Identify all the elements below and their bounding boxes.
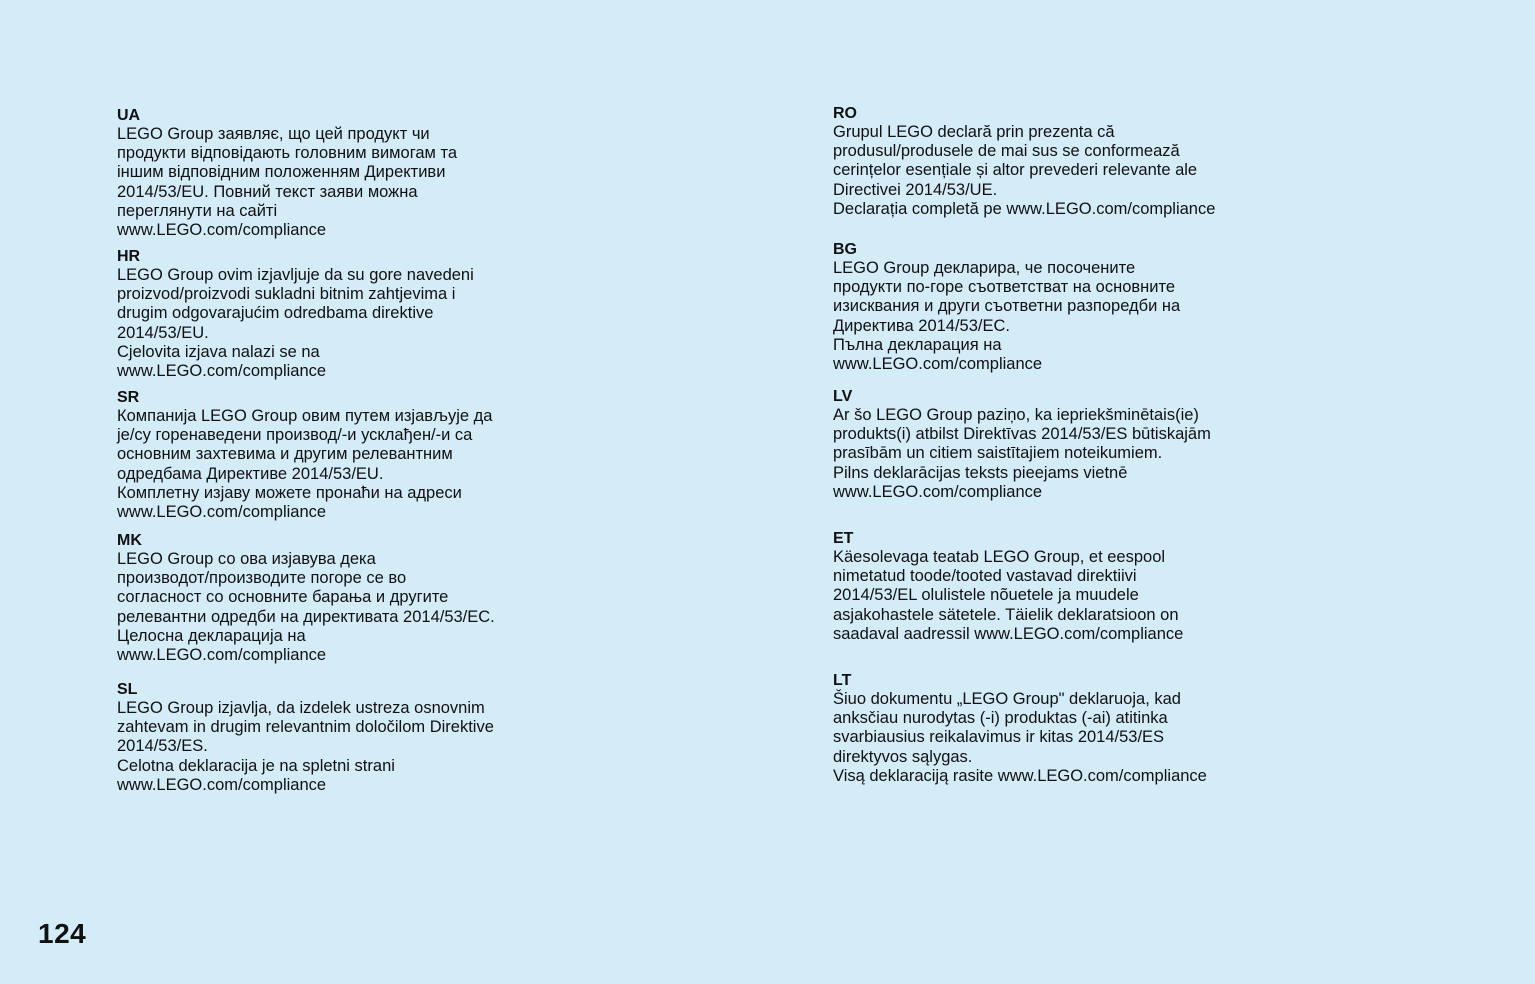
declaration-line: direktyvos sąlygas. — [833, 747, 973, 766]
language-code: SR — [117, 389, 140, 406]
language-code: LT — [833, 672, 852, 689]
declaration-line: Grupul LEGO declară prin prezenta că — [833, 123, 1115, 141]
declaration-line: продукти по-горе съответстват на основните — [833, 278, 1176, 297]
language-code: HR — [117, 248, 141, 265]
compliance-url: www.LEGO.com/compliance — [117, 221, 327, 240]
declaration-lv — [833, 387, 1211, 502]
declaration-line: Celotna deklaracija je na spletni strani — [117, 756, 395, 775]
declaration-line: Käesolevaga teatab LEGO Group, et eespool — [833, 548, 1166, 566]
declaration-line: переглянути на сайті — [117, 201, 278, 220]
page-number: 124 — [38, 918, 87, 949]
language-code: ET — [833, 530, 854, 547]
declaration-line: Directivei 2014/53/UE. — [833, 180, 998, 199]
language-code: MK — [117, 532, 142, 549]
declaration-line: Visą deklaraciją rasite www.LEGO.com/compliance — [833, 766, 1207, 785]
declaration-sl — [117, 680, 494, 795]
declaration-line: изисквания и други съответни разпоредби на — [833, 297, 1181, 316]
declaration-line: LEGO Group заявляє, що цей продукт чи — [117, 125, 430, 143]
compliance-url: www.LEGO.com/compliance — [117, 646, 327, 665]
declaration-line: іншим відповідним положенням Директиви — [117, 163, 446, 182]
declaration-line: релевантни одредби на директивата 2014/53/ЕС. — [117, 607, 495, 626]
compliance-url: www.LEGO.com/compliance — [117, 775, 327, 794]
declaration-sr — [117, 388, 492, 522]
declaration-line: produkts(i) atbilst Direktīvas 2014/53/ES būtiskajām — [833, 425, 1211, 444]
declaration-line: основним захтевима и другим релевантним — [117, 445, 453, 464]
declaration-line: produsul/produsele de mai sus se conformează — [833, 142, 1180, 161]
declaration-line: nimetatud toode/tooted vastavad direktiivi — [833, 567, 1137, 586]
declaration-line: drugim odgovarajućim odredbama direktive — [117, 304, 434, 323]
declaration-line: одредбама Директиве 2014/53/EU. — [117, 464, 384, 483]
declaration-line: cerințelor esențiale și altor prevederi relevante ale — [833, 161, 1198, 180]
declaration-line: 2014/53/EL olulistele nõuetele ja muudele — [833, 586, 1139, 605]
declaration-line: Компанија LEGO Group овим путем изјављује да — [117, 407, 493, 425]
declaration-line: Пълна декларация на — [833, 335, 1002, 354]
declaration-line: Целосна декларација на — [117, 626, 306, 645]
compliance-url: www.LEGO.com/compliance — [117, 362, 327, 381]
declaration-line: Pilns deklarācijas teksts pieejams vietnē — [833, 463, 1128, 482]
language-code: LV — [833, 388, 853, 405]
declaration-mk — [117, 531, 495, 665]
declaration-line: asjakohastele sätetele. Täielik deklaratsioon on — [833, 605, 1179, 624]
declaration-line: 2014/53/ES. — [117, 737, 208, 756]
language-code: BG — [833, 241, 857, 258]
declaration-line: LEGO Group ovim izjavljuje da su gore navedeni — [117, 266, 474, 284]
declaration-line: anksčiau nurodytas (-i) produktas (-ai) atitinka — [833, 709, 1168, 728]
compliance-url: www.LEGO.com/compliance — [833, 482, 1043, 501]
compliance-url: Declarația completă pe www.LEGO.com/compliance — [833, 199, 1216, 218]
declaration-line: Ar šo LEGO Group paziņo, ka iepriekšminētais(ie) — [833, 406, 1199, 424]
declaration-bg — [833, 240, 1180, 374]
declaration-line: proizvod/proizvodi sukladni bitnim zahtjevima i — [117, 285, 456, 304]
declaration-line: LEGO Group со ова изјавува дека — [117, 550, 376, 568]
compliance-url: www.LEGO.com/compliance — [833, 355, 1043, 374]
declaration-line: LEGO Group izjavlja, da izdelek ustreza osnovnim — [117, 699, 485, 717]
declaration-line: zahtevam in drugim relevantnim določilom Direktive — [117, 718, 494, 737]
declaration-line: 2014/53/EU. — [117, 323, 209, 342]
declaration-ua — [117, 106, 457, 240]
declaration-ro — [833, 104, 1215, 219]
declaration-line: svarbiausius reikalavimus ir kitas 2014/53/ES — [833, 728, 1165, 747]
declaration-hr — [117, 247, 474, 381]
language-code: UA — [117, 107, 141, 124]
declaration-line: LEGO Group декларира, че посочените — [833, 259, 1136, 277]
declaration-line: Комплетну изјаву можете пронаћи на адреси — [117, 483, 462, 502]
language-code: RO — [833, 105, 857, 122]
compliance-url: www.LEGO.com/compliance — [117, 503, 327, 522]
declaration-line: prasībām un citiem saistītajiem noteikumiem. — [833, 444, 1163, 463]
declaration-lt — [833, 671, 1207, 786]
declaration-line: је/су горенаведени производ/-и усклађен/-и са — [117, 426, 473, 445]
declaration-line: продукти відповідають головним вимогам та — [117, 144, 458, 163]
declaration-line: Cjelovita izjava nalazi se na — [117, 342, 320, 361]
language-code: SL — [117, 681, 138, 698]
declaration-line: производот/производите погоре се во — [117, 569, 407, 588]
declaration-line: Директива 2014/53/ЕС. — [833, 316, 1010, 335]
declaration-et — [833, 529, 1183, 644]
declaration-line: Šiuo dokumentu „LEGO Group" deklaruoja, kad — [833, 690, 1181, 708]
declaration-line: согласност со основните барања и другите — [117, 588, 449, 607]
declaration-line: saadaval aadressil www.LEGO.com/compliance — [833, 624, 1184, 643]
declaration-line: 2014/53/EU. Повний текст заяви можна — [117, 182, 418, 201]
